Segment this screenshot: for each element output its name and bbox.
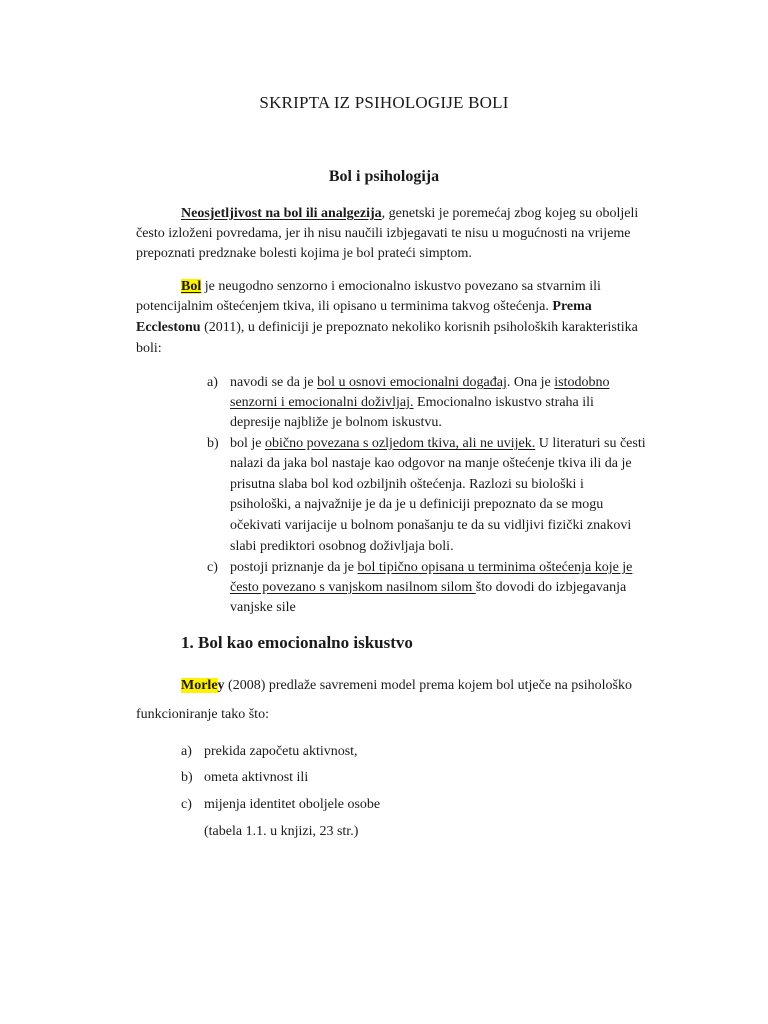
paragraph-3-line-1 xyxy=(181,676,632,696)
list-1-item-b-line-3: prisutna slaba bol kod ozbiljnih oštećenja. Razlozi su biološki i xyxy=(230,477,584,492)
table-reference-note: (tabela 1.1. u knjizi, 23 str.) xyxy=(204,824,359,839)
list-text: što dovodi do izbjegavanja xyxy=(475,580,627,595)
list-1-item-b-line-6: slabi prediktori osobnog doživljaja boli. xyxy=(230,539,454,554)
list-2-marker-a: a) xyxy=(181,744,192,759)
paragraph-3-line-2: funkcioniranje tako što: xyxy=(136,707,269,722)
list-1-marker-b: b) xyxy=(207,436,219,451)
underlined-text: senzorni i emocionalni doživljaj. xyxy=(230,395,414,410)
list-1-item-a-line-3: depresije najbliže je bolnom iskustvu. xyxy=(230,415,442,430)
list-2-marker-c: c) xyxy=(181,797,192,812)
list-1-item-c-line-1 xyxy=(230,558,632,578)
author-morley-highlight: Morle xyxy=(181,678,218,693)
list-1-marker-c: c) xyxy=(207,560,218,575)
list-1-item-c-line-3: vanjske sile xyxy=(230,600,296,615)
paragraph-2-line-2 xyxy=(136,297,592,317)
paragraph-2-text: (2011), u definiciji je prepoznato nekoliko korisnih psiholoških karakteristika xyxy=(200,320,638,335)
list-1-item-a-line-2 xyxy=(230,393,594,413)
paragraph-2-line-3 xyxy=(136,318,638,338)
paragraph-2-line-4: boli: xyxy=(136,341,162,356)
list-1-item-a-line-1 xyxy=(230,373,610,393)
underlined-text: istodobno xyxy=(554,375,610,390)
list-1-item-b-line-4: psihološki, a najvažnije je da je u definiciji prepoznato da se mogu xyxy=(230,497,604,512)
list-1-item-b-line-5: očekivati varijacije u bolnom ponašanju te da su vidljivi fizički znakovi xyxy=(230,518,632,533)
underlined-text: bol tipično opisana u terminima oštećenja koje je xyxy=(357,560,633,575)
list-text: . Ona je xyxy=(506,375,555,390)
list-text: navodi se da je xyxy=(230,375,318,390)
paragraph-1-line-2: često izloženi povredama, jer ih nisu naučili izbjegavati te nisu u mogućnosti na vrijeme xyxy=(136,226,631,241)
list-2-item-a: prekida započetu aktivnost, xyxy=(204,744,358,759)
document-title: SKRIPTA IZ PSIHOLOGIJE BOLI xyxy=(259,93,509,112)
author-ecclestonu: Ecclestonu xyxy=(136,320,201,335)
underlined-text: često povezano s vanjskom nasilnom silom xyxy=(230,580,476,595)
term-analgezija: Neosjetljivost na bol ili analgezija xyxy=(181,206,382,221)
underlined-text: bol u osnovi emocionalni događaj xyxy=(317,375,507,390)
list-text: Emocionalno iskustvo straha ili xyxy=(413,395,594,410)
list-text: bol je xyxy=(230,436,265,451)
paragraph-1-text: , genetski je poremećaj zbog kojeg su oboljeli xyxy=(381,206,639,221)
paragraph-1-line-1 xyxy=(181,204,638,224)
list-text: postoji priznanje da je xyxy=(230,560,358,575)
list-2-marker-b: b) xyxy=(181,770,193,785)
section-heading: 1. Bol kao emocionalno iskustvo xyxy=(181,633,413,652)
paragraph-2-text: potencijalnim oštećenjem tkiva, ili opisano u terminima takvog oštećenja. xyxy=(136,299,549,314)
list-1-marker-a: a) xyxy=(207,375,218,390)
list-1-item-b-line-1 xyxy=(230,434,646,454)
prema-bold: Prema xyxy=(552,299,592,314)
paragraph-2-text: je neugodno senzorno i emocionalno iskustvo povezano sa stvarnim ili xyxy=(201,279,601,294)
list-1-item-b-line-2: nalazi da jaka bol nastaje kao odgovor na manje oštećenje tkiva ili da je xyxy=(230,456,632,471)
section-subtitle: Bol i psihologija xyxy=(328,168,440,185)
list-1-item-c-line-2 xyxy=(230,578,626,598)
underlined-text: obično povezana s ozljedom tkiva, ali ne uvijek. xyxy=(265,436,536,451)
list-2-item-c: mijenja identitet oboljele osobe xyxy=(204,797,381,812)
paragraph-2-line-1 xyxy=(181,277,601,297)
author-morley-rest: y xyxy=(217,678,225,693)
list-2-item-b: ometa aktivnost ili xyxy=(204,770,309,785)
term-bol-highlight: Bol xyxy=(181,279,202,294)
paragraph-1-line-3: prepoznati predznake bolesti kojima je bol prateći simptom. xyxy=(136,246,472,261)
list-text: U literaturi su česti xyxy=(535,436,646,451)
paragraph-3-text: (2008) predlaže savremeni model prema kojem bol utječe na psihološko xyxy=(224,678,632,693)
